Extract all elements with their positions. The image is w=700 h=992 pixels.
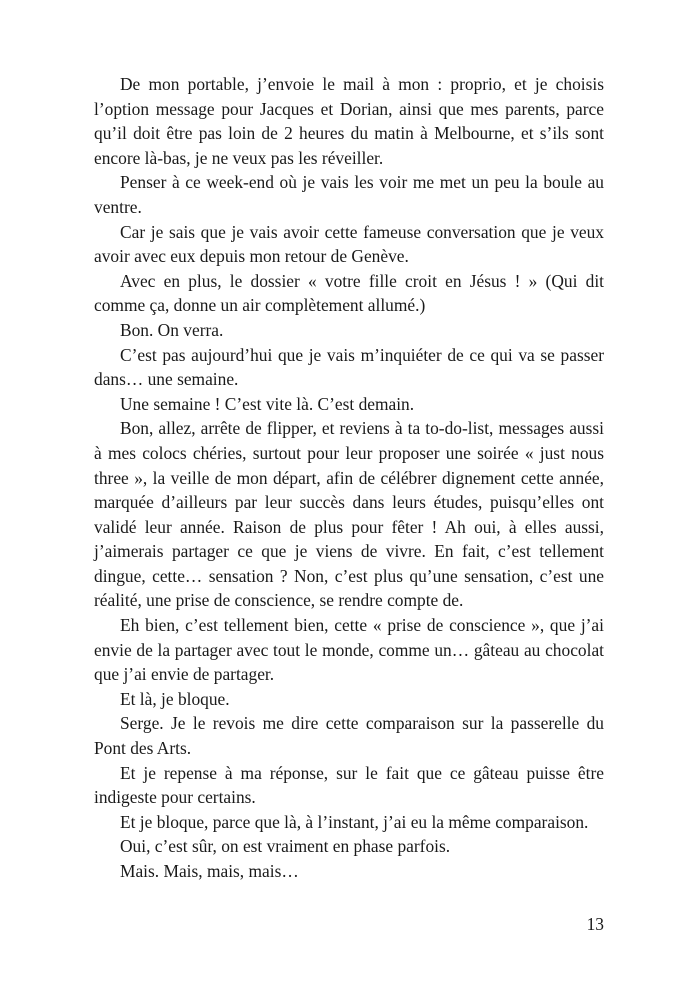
paragraph: Oui, c’est sûr, on est vraiment en phase parfois. (120, 836, 451, 857)
paragraph: Penser à ce week-end où je vais les voir me met un peu la boule au ventre. (94, 172, 604, 217)
paragraph: C’est pas aujourd’hui que je vais m’inquiéter de ce qui va se passer dans… une semaine. (94, 344, 604, 390)
paragraph: Et je bloque, parce que là, à l’instant, j’ai eu la même comparaison. (120, 811, 589, 832)
paragraph: Bon, allez, arrête de flipper, et reviens à ta to-do-list, messages aussi à mes colocs chéries, surtout pour leur proposer une soirée « just nous three », la veille de mon départ, afin de célébrer dignement cette année, marquée d’ailleurs par leur succès dans leurs études, puisqu’elles ont validé leur année. Raison de plus pour fêter ! Ah oui, à elles aussi, j’aimerais partager ce que je viens de vivre. En fait, c’est tellement dingue, cette… sensation ? Non, c’est plus qu’une sensation, c’est une réalité, une prise de conscience, se rendre compte de. (94, 418, 604, 611)
paragraph: Et là, je bloque. (120, 688, 230, 709)
paragraph: Et je repense à ma réponse, sur le fait que ce gâteau puisse être indigeste pour certains. (94, 762, 604, 808)
page-number: 13 (586, 914, 604, 934)
paragraph: Car je sais que je vais avoir cette fameuse conversation que je veux avoir avec eux depuis mon retour de Genève. (94, 221, 604, 267)
page-body (94, 72, 604, 884)
paragraph: Mais. Mais, mais, mais… (120, 861, 299, 881)
paragraph: Une semaine ! C’est vite là. C’est demain. (120, 393, 415, 414)
paragraph: Serge. Je le revois me dire cette comparaison sur la passerelle du Pont des Arts. (94, 713, 604, 759)
paragraph: De mon portable, j’envoie le mail à mon : proprio, et je choisis l’option message pour Jacques et Dorian, ainsi que mes parents, parce qu’il doit être pas loin de 2 heures du matin à Melbourne, et s’ils sont encore là-bas, je ne veux pas les réveiller. (94, 74, 604, 168)
paragraph: Eh bien, c’est tellement bien, cette « prise de conscience », que j’ai envie de la partager avec tout le monde, comme un… gâteau au chocolat que j’ai envie de partager. (94, 615, 604, 685)
paragraph: Bon. On verra. (120, 319, 224, 340)
paragraph: Avec en plus, le dossier « votre fille croit en Jésus ! » (Qui dit comme ça, donne un air complètement allumé.) (94, 270, 604, 316)
